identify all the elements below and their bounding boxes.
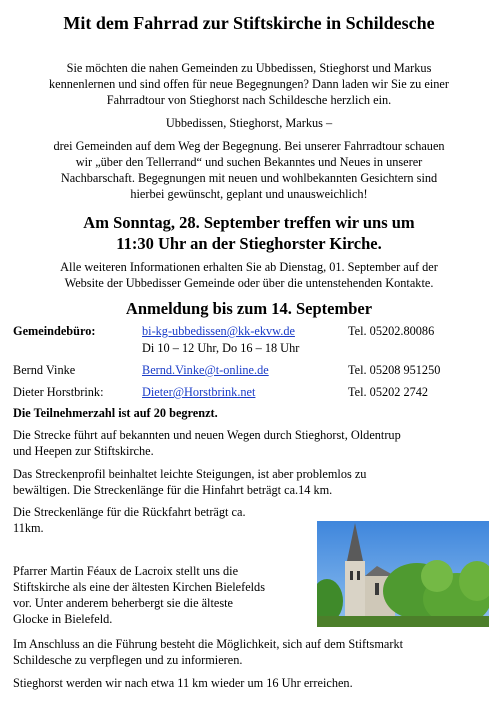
date-headline: Am Sonntag, 28. September treffen wir uns um	[83, 213, 415, 232]
intro-line: drei Gemeinden auf dem Weg der Begegnung. Bei unserer Fahrradtour schauen	[53, 139, 445, 153]
intro-line: Ubbedissen, Stieghorst, Markus –	[165, 116, 333, 130]
return-length-text: Die Streckenlänge für die Rückfahrt beträgt ca.	[13, 505, 246, 519]
contact-name: Gemeindebüro:	[13, 324, 96, 338]
after-text: Im Anschluss an die Führung besteht die Möglichkeit, sich auf dem Stiftsmarkt	[13, 637, 404, 651]
closing-text: Stieghorst werden wir nach etwa 11 km wieder um 16 Uhr erreichen.	[13, 676, 353, 690]
registration-heading: Anmeldung bis zum 14. September	[125, 299, 373, 318]
contact-phone: Tel. 05208 951250	[348, 363, 441, 377]
route-text: Die Strecke führt auf bekannten und neuen Wegen durch Stieghorst, Oldentrup	[13, 428, 401, 442]
contact-phone: Tel. 05202 2742	[348, 385, 429, 399]
office-hours: Di 10 – 12 Uhr, Do 16 – 18 Uhr	[142, 341, 300, 355]
intro-line: hierbei gewünscht, geplant und unausweichlich!	[130, 187, 368, 201]
email-link[interactable]: bi-kg-ubbedissen@kk-ekvw.de	[142, 324, 295, 338]
contact-name: Dieter Horstbrink:	[13, 385, 104, 399]
church-photo	[317, 521, 489, 627]
intro-line: Sie möchten die nahen Gemeinden zu Ubbedissen, Stieghorst und Markus	[66, 61, 432, 75]
after-text: Schildesche zu verpflegen und zu informieren.	[13, 653, 243, 667]
intro-line: kennenlernen und sind offen für neue Begegnungen? Dann laden wir Sie zu einer	[49, 77, 449, 91]
email-link[interactable]: Bernd.Vinke@t-online.de	[142, 363, 269, 377]
contact-phone: Tel. 05202.80086	[348, 324, 435, 338]
page-title: Mit dem Fahrrad zur Stiftskirche in Schildesche	[63, 13, 435, 33]
time-headline: 11:30 Uhr an der Stieghorster Kirche.	[116, 234, 382, 253]
intro-line: Nachbarschaft. Begegnungen mit neuen und wohlbekannten Gesichtern sind	[60, 171, 438, 185]
pastor-text: Glocke in Bielefeld.	[13, 612, 113, 626]
profile-text: bewältigen. Die Streckenlänge für die Hinfahrt beträgt ca.14 km.	[13, 483, 333, 497]
info-line: Website der Ubbedisser Gemeinde oder über die untenstehenden Kontakte.	[64, 276, 434, 290]
participant-limit: Die Teilnehmerzahl ist auf 20 begrenzt.	[13, 406, 218, 420]
pastor-text: Pfarrer Martin Féaux de Lacroix stellt uns die	[13, 564, 239, 578]
pastor-text: vor. Unter anderem beherbergt sie die älteste	[13, 596, 234, 610]
intro-line: wir „über den Tellerrand“ und suchen Bekanntes und Neues in unserer	[75, 155, 423, 169]
contact-name: Bernd Vinke	[13, 363, 76, 377]
info-line: Alle weiteren Informationen erhalten Sie ab Dienstag, 01. September auf der	[60, 260, 438, 274]
email-link[interactable]: Dieter@Horstbrink.net	[142, 385, 256, 399]
return-length-text: 11km.	[13, 521, 44, 535]
intro-line: Fahrradtour von Stieghorst nach Schildesche herzlich ein.	[106, 93, 392, 107]
pastor-text: Stiftskirche als eine der ältesten Kirchen Bielefelds	[13, 580, 265, 594]
route-text: und Heepen zur Stiftskirche.	[13, 444, 154, 458]
profile-text: Das Streckenprofil beinhaltet leichte Steigungen, ist aber problemlos zu	[13, 467, 367, 481]
